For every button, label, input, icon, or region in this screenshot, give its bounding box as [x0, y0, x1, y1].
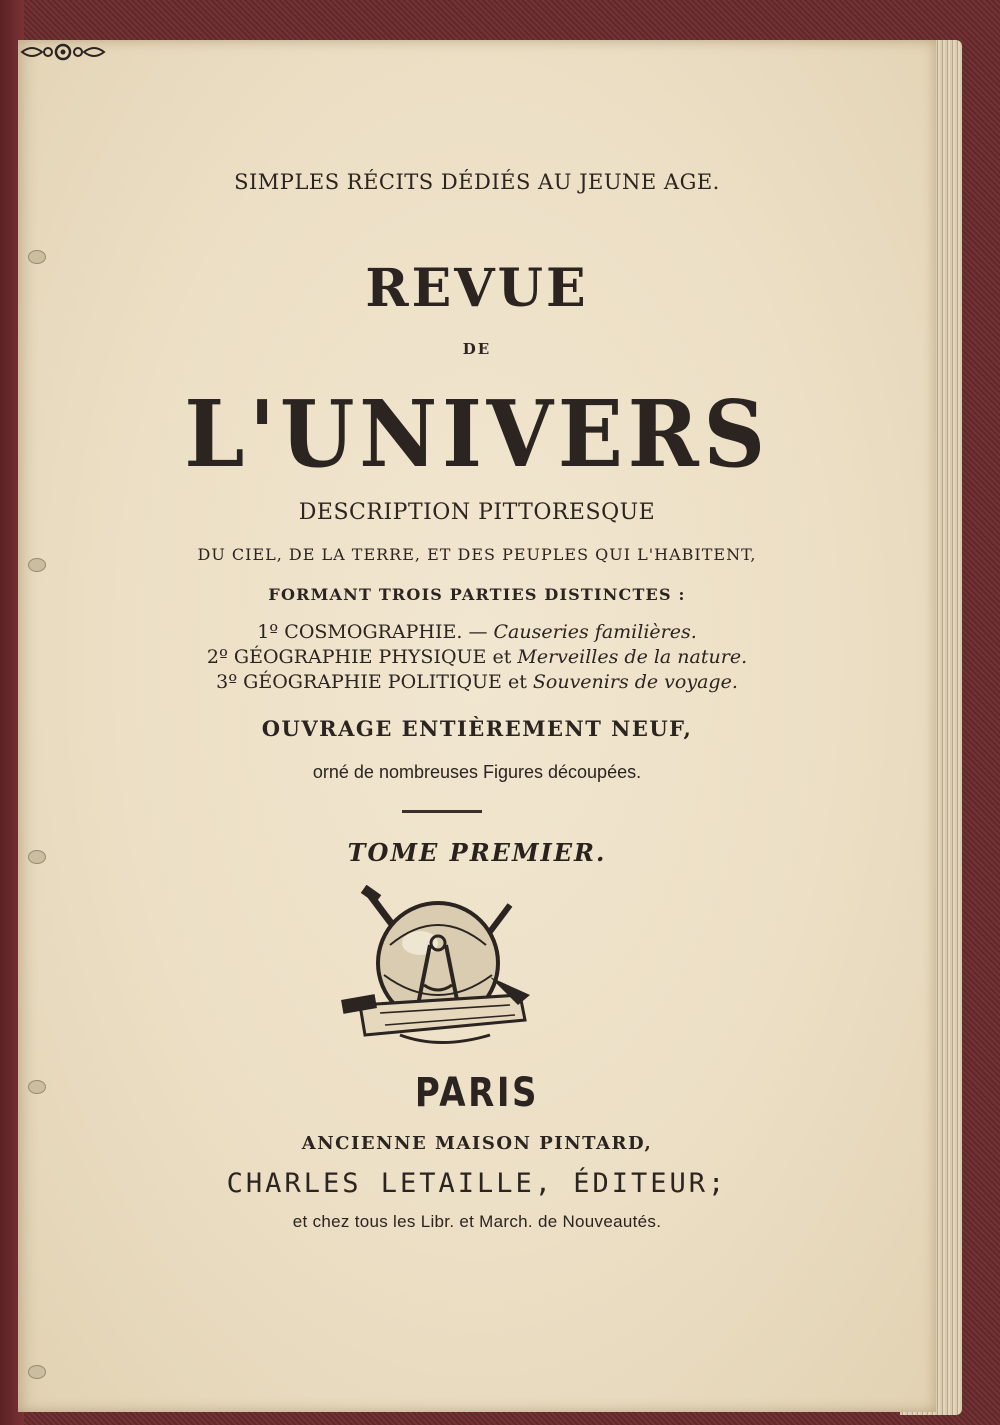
part-line: 3º GÉOGRAPHIE POLITIQUE et Souvenirs de voyage.	[216, 671, 738, 693]
maison-line: ANCIENNE MAISON PINTARD,	[301, 1133, 653, 1154]
parts-intro: FORMANT TROIS PARTIES DISTINCTES :	[268, 585, 686, 604]
orne-line: orné de nombreuses Figures découpées.	[312, 762, 642, 782]
title-revue: REVUE	[365, 258, 589, 319]
binding-stitch	[28, 1365, 46, 1379]
part-line: 2º GÉOGRAPHIE PHYSIQUE et Merveilles de la nature.	[206, 646, 748, 668]
title-page	[18, 40, 936, 1412]
part-line: 1º COSMOGRAPHIE. — Causeries familières.	[257, 621, 697, 643]
description: DESCRIPTION PITTORESQUE	[298, 500, 656, 525]
divider-rule	[402, 810, 482, 813]
binding-stitch	[28, 1080, 46, 1094]
title-univers: L'UNIVERS	[184, 380, 770, 488]
sold-by-line: et chez tous les Libr. et March. de Nouveautés.	[292, 1212, 662, 1231]
publisher: CHARLES LETAILLE, ÉDITEUR;	[226, 1168, 728, 1199]
ouvrage-line: OUVRAGE ENTIÈREMENT NEUF,	[261, 716, 693, 741]
subtitle: SIMPLES RÉCITS DÉDIÉS AU JEUNE AGE.	[234, 170, 720, 194]
globe-compass-emblem-icon	[340, 885, 540, 1055]
fleuron-ornament-icon	[18, 40, 108, 64]
tome-label: TOME PREMIER.	[347, 838, 607, 867]
parts-list	[18, 620, 936, 695]
description-detail: DU CIEL, DE LA TERRE, ET DES PEUPLES QUI L'HABITENT,	[197, 545, 757, 564]
title-de: DE	[462, 340, 492, 358]
city: PARIS	[414, 1070, 540, 1116]
